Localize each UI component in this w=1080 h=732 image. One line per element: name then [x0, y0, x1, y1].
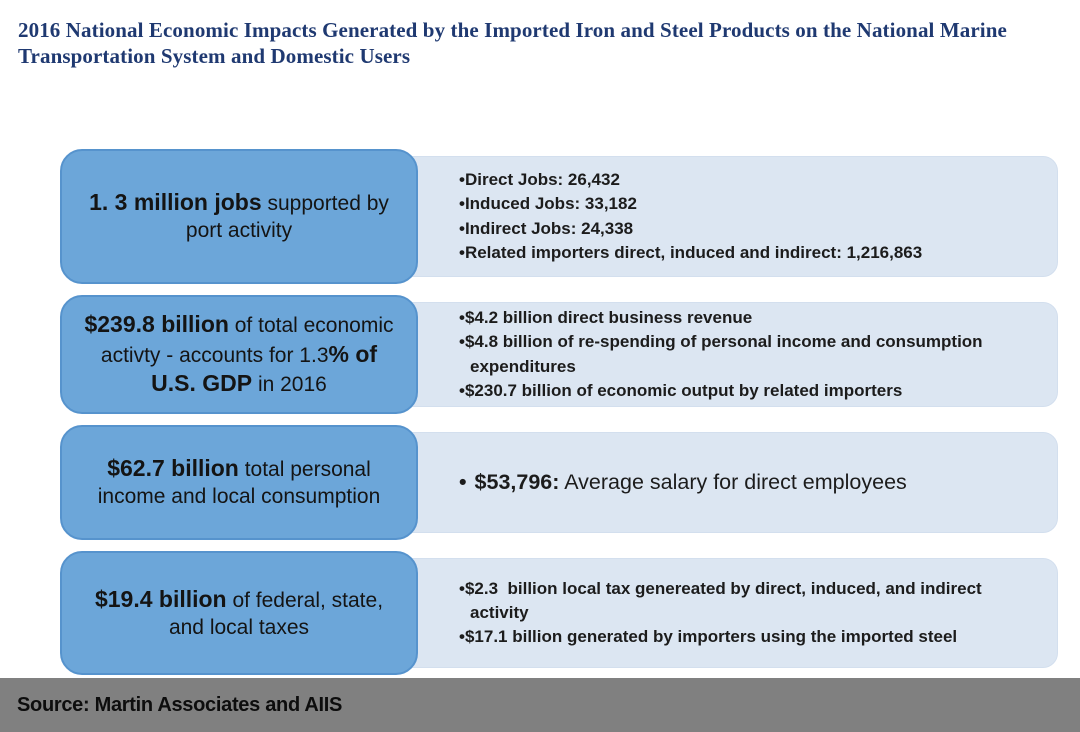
bullet-text: $4.2 billion direct business revenue: [464, 308, 753, 328]
impact-row-taxes: [60, 551, 1058, 675]
bullet-text: Indirect Jobs: 24,338: [464, 218, 634, 238]
list-item: [459, 217, 1039, 241]
jobs-highlight-box: [60, 149, 418, 284]
bullet-text: $2.3 billion local tax genereated by direct, induced, and indirect activity: [464, 578, 987, 622]
list-item: [459, 379, 1039, 403]
bullet-icon: •: [459, 308, 465, 328]
taxes-bold: $19.4 billion: [94, 585, 227, 612]
personal-income-bullet-list: [459, 469, 1039, 497]
list-item: [459, 192, 1039, 216]
personal-income-highlight-text: [84, 454, 394, 510]
bullet-icon: •: [459, 578, 465, 598]
personal-income-rest: total personal income and local consumption: [97, 458, 381, 508]
taxes-bullet-list: [459, 577, 1039, 649]
economic-activity-bold-1: $239.8 billion: [84, 311, 229, 338]
bullet-text: $230.7 billion of economic output by related importers: [464, 380, 903, 400]
economic-activity-detail-box: [394, 302, 1058, 407]
economic-activity-rest-1: of total economic activty - accounts for 1.3: [100, 314, 394, 367]
personal-income-detail-box: [394, 432, 1058, 533]
list-item: [459, 577, 1039, 625]
taxes-rest: of federal, state, and local taxes: [168, 588, 384, 639]
list-item: [459, 168, 1039, 192]
page-title: 2016 National Economic Impacts Generated by the Imported Iron and Steel Products on the National Marine Transportation System and Domestic Users: [18, 18, 1007, 68]
list-item: [459, 469, 1039, 497]
bullet-icon: •: [459, 218, 465, 238]
economic-activity-rest-2: in 2016: [252, 373, 327, 397]
jobs-highlight-text: [84, 188, 394, 244]
taxes-detail-box: [394, 558, 1058, 668]
bullet-icon: •: [459, 194, 465, 214]
list-item: [459, 306, 1039, 330]
bullet-text: Induced Jobs: 33,182: [464, 194, 637, 214]
economic-activity-highlight-box: [60, 295, 418, 414]
bullet-text: $4.8 billion of re-spending of personal income and consumption expenditures: [464, 332, 988, 376]
bullet-icon: •: [459, 627, 465, 647]
jobs-highlight-rest: supported by port activity: [185, 192, 389, 242]
jobs-detail-box: [394, 156, 1058, 277]
list-item: [459, 330, 1039, 378]
jobs-highlight-bold: 1. 3 million jobs: [89, 189, 262, 216]
bullet-text: $17.1 billion generated by importers using the imported steel: [464, 627, 958, 647]
source-text: Source: Martin Associates and AIIS: [17, 693, 343, 716]
impact-row-economic-activity: [60, 295, 1058, 414]
impact-row-personal-income: [60, 425, 1058, 540]
source-footer-bar: [0, 678, 1080, 732]
personal-income-bold: $62.7 billion: [107, 455, 239, 482]
list-item: [459, 241, 1039, 265]
impact-row-jobs: [60, 149, 1058, 284]
taxes-highlight-text: [84, 585, 394, 641]
bullet-text: Related importers direct, induced and indirect: 1,216,863: [464, 242, 923, 262]
bullet-text: Direct Jobs: 26,432: [464, 170, 620, 190]
jobs-bullet-list: [459, 168, 1039, 265]
bullet-icon: •: [459, 380, 465, 400]
economic-activity-bullet-list: [459, 306, 1039, 403]
bullet-icon: •: [459, 332, 465, 352]
economic-activity-bold-2: % of U.S. GDP: [151, 340, 378, 397]
bullet-icon: •: [459, 170, 465, 190]
bullet-icon: •: [459, 469, 467, 494]
economic-activity-highlight-text: [84, 310, 394, 399]
taxes-highlight-box: [60, 551, 418, 675]
impact-rows: [60, 149, 1058, 686]
personal-income-highlight-box: [60, 425, 418, 540]
list-item: [459, 625, 1039, 649]
bullet-icon: •: [459, 242, 465, 262]
bullet-bold-prefix: $53,796:: [474, 469, 560, 494]
bullet-text: Average salary for direct employees: [559, 469, 907, 494]
